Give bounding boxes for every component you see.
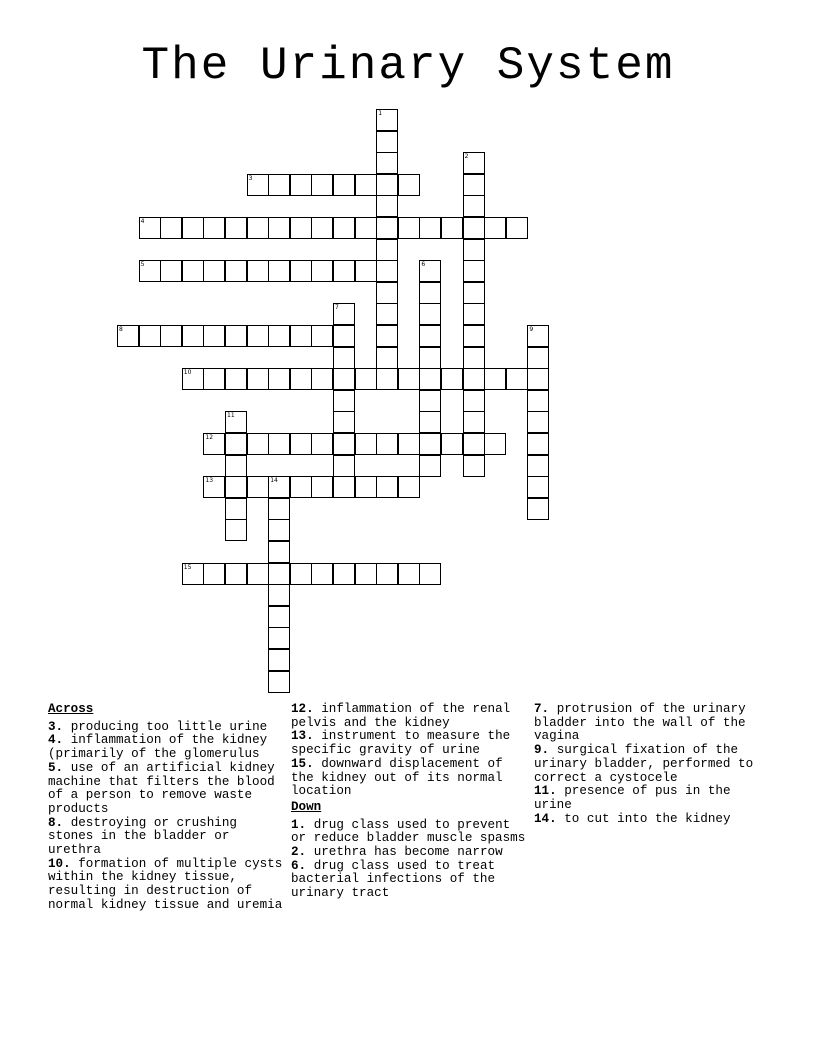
clues-column-1 [48,703,288,913]
grid-cell[interactable] [290,433,312,455]
grid-cell[interactable] [268,174,290,196]
grid-cell[interactable] [203,260,225,282]
grid-cell[interactable] [333,260,355,282]
grid-cell[interactable] [203,476,225,498]
grid-cell[interactable] [463,433,485,455]
grid-cell[interactable] [441,217,463,239]
grid-cell[interactable] [247,217,269,239]
grid-cell[interactable] [376,476,398,498]
page-title: The Urinary System [141,40,675,92]
grid-cell[interactable] [333,476,355,498]
clue-across-13: 13. instrument to measure the specific gravity of urine [291,729,511,758]
grid-cell[interactable] [333,303,355,325]
grid-cell[interactable] [376,131,398,153]
cell-number: 4 [140,218,145,225]
grid-cell[interactable] [376,325,398,347]
grid-cell[interactable] [225,476,247,498]
grid-cell[interactable] [376,303,398,325]
grid-cell[interactable] [268,325,290,347]
grid-cell[interactable] [333,368,355,390]
grid-cell[interactable] [333,325,355,347]
clue-down-1: 1. drug class used to prevent or reduce bladder muscle spasms [291,817,526,846]
grid-cell[interactable] [182,325,204,347]
grid-cell[interactable] [117,325,139,347]
grid-cell[interactable] [311,563,333,585]
grid-cell[interactable] [268,476,290,498]
cell-number: 14 [270,477,278,485]
grid-cell[interactable] [527,390,549,412]
grid-cell[interactable] [290,217,312,239]
grid-cell[interactable] [527,455,549,477]
grid-cell[interactable] [355,368,377,390]
grid-cell[interactable] [463,411,485,433]
grid-cell[interactable] [419,563,441,585]
grid-cell[interactable] [419,325,441,347]
clue-down-6: 6. drug class used to treat bacterial infections of the urinary tract [291,858,496,901]
grid-cell[interactable] [463,347,485,369]
grid-cell[interactable] [311,174,333,196]
clue-down-7: 7. protrusion of the urinary bladder into the wall of the vagina [534,702,746,744]
grid-cell[interactable] [268,649,290,671]
grid-cell[interactable] [139,325,161,347]
grid-cell[interactable] [484,368,506,390]
grid-cell[interactable] [225,325,247,347]
grid-cell[interactable] [225,519,247,541]
grid-cell[interactable] [160,217,182,239]
cell-number: 12 [205,434,214,441]
cell-number: 8 [119,326,123,333]
grid-cell[interactable] [311,433,333,455]
grid-cell[interactable] [290,174,312,196]
grid-cell[interactable] [268,368,290,390]
grid-cell[interactable] [527,368,549,390]
grid-cell[interactable] [203,368,225,390]
grid-cell[interactable] [419,303,441,325]
grid-cell[interactable] [311,368,333,390]
grid-cell[interactable] [182,217,204,239]
grid-cell[interactable] [527,347,549,369]
grid-cell[interactable] [333,563,355,585]
grid-cell[interactable] [182,260,204,282]
grid-cell[interactable] [376,109,398,131]
grid-cell[interactable] [376,239,398,261]
grid-cell[interactable] [419,433,441,455]
grid-cell[interactable] [247,433,269,455]
grid-cell[interactable] [419,347,441,369]
clue-down-9: 9. surgical fixation of the urinary bladder, performed to correct a cystocele [534,743,754,785]
clue-across-4: 4. inflammation of the kidney (primarily of the glomerulus [48,733,268,762]
cell-number: 6 [421,261,426,269]
grid-cell[interactable] [376,260,398,282]
grid-cell[interactable] [484,217,506,239]
clues-column-2 [291,703,531,901]
grid-cell[interactable] [247,325,269,347]
grid-cell[interactable] [376,282,398,304]
grid-cell[interactable] [527,498,549,520]
grid-cell[interactable] [225,563,247,585]
grid-cell[interactable] [225,498,247,520]
grid-cell[interactable] [247,368,269,390]
grid-cell[interactable] [527,433,549,455]
grid-cell[interactable] [419,217,441,239]
grid-cell[interactable] [376,152,398,174]
grid-cell[interactable] [398,174,420,196]
clue-across-12: 12. inflammation of the renal pelvis and the kidney [291,702,511,730]
grid-cell[interactable] [225,217,247,239]
grid-cell[interactable] [290,368,312,390]
grid-cell[interactable] [268,541,290,563]
grid-cell[interactable] [311,325,333,347]
grid-cell[interactable] [225,411,247,433]
grid-cell[interactable] [182,563,204,585]
cell-number: 5 [140,261,145,269]
grid-cell[interactable] [419,282,441,304]
grid-cell[interactable] [376,217,398,239]
grid-cell[interactable] [419,411,441,433]
grid-cell[interactable] [506,368,528,390]
cell-number: 2 [464,153,469,161]
grid-cell[interactable] [463,195,485,217]
grid-cell[interactable] [333,433,355,455]
grid-cell[interactable] [376,174,398,196]
grid-cell[interactable] [160,260,182,282]
grid-cell[interactable] [203,325,225,347]
cell-number: 3 [248,174,253,182]
clue-across-8: 8. destroying or crushing stones in the bladder or urethra [48,815,237,858]
grid-cell[interactable] [419,390,441,412]
grid-cell[interactable] [333,174,355,196]
grid-cell[interactable] [203,217,225,239]
grid-cell[interactable] [247,260,269,282]
grid-cell[interactable] [333,217,355,239]
grid-cell[interactable] [139,260,161,282]
grid-cell[interactable] [268,627,290,649]
grid-cell[interactable] [225,433,247,455]
grid-cell[interactable] [355,174,377,196]
cell-number: 13 [205,477,214,485]
grid-cell[interactable] [268,433,290,455]
cell-number: 11 [227,412,235,420]
clue-across-3: 3. producing too little urine [48,719,268,734]
grid-cell[interactable] [355,260,377,282]
grid-cell[interactable] [506,217,528,239]
clue-across-10: 10. formation of multiple cysts within the kidney tissue, resulting in destruction of normal kidney tissue and uremia [48,856,283,912]
grid-cell[interactable] [463,217,485,239]
grid-cell[interactable] [268,519,290,541]
grid-cell[interactable] [398,217,420,239]
clue-across-15: 15. downward displacement of the kidney out of its normal location [291,756,503,799]
grid-cell[interactable] [333,455,355,477]
clue-down-14: 14. to cut into the kidney [534,811,731,826]
grid-cell[interactable] [225,260,247,282]
grid-cell[interactable] [311,217,333,239]
cell-number: 7 [335,304,339,312]
grid-cell[interactable] [268,563,290,585]
grid-cell[interactable] [419,368,441,390]
grid-cell[interactable] [247,563,269,585]
grid-cell[interactable] [463,455,485,477]
grid-cell[interactable] [290,563,312,585]
grid-cell[interactable] [268,584,290,606]
grid-cell[interactable] [311,476,333,498]
grid-cell[interactable] [463,368,485,390]
grid-cell[interactable] [376,347,398,369]
grid-cell[interactable] [398,368,420,390]
grid-cell[interactable] [463,174,485,196]
grid-cell[interactable] [398,433,420,455]
grid-cell[interactable] [268,606,290,628]
grid-cell[interactable] [268,260,290,282]
clues-column-3 [534,703,774,826]
clue-down-11: 11. presence of pus in the urine [534,784,731,812]
cell-number: 1 [378,110,383,117]
grid-cell[interactable] [333,390,355,412]
grid-cell[interactable] [182,368,204,390]
grid-cell[interactable] [527,476,549,498]
grid-cell[interactable] [268,498,290,520]
grid-cell[interactable] [419,260,441,282]
grid-cell[interactable] [398,476,420,498]
grid-cell[interactable] [290,260,312,282]
grid-cell[interactable] [463,152,485,174]
grid-cell[interactable] [398,563,420,585]
grid-cell[interactable] [160,325,182,347]
grid-cell[interactable] [355,476,377,498]
grid-cell[interactable] [203,433,225,455]
cell-number: 9 [529,326,534,333]
grid-cell[interactable] [225,368,247,390]
grid-cell[interactable] [376,368,398,390]
grid-cell[interactable] [376,195,398,217]
grid-cell[interactable] [376,563,398,585]
grid-cell[interactable] [268,217,290,239]
grid-cell[interactable] [247,174,269,196]
cell-number: 10 [183,369,192,377]
grid-cell[interactable] [441,368,463,390]
down-heading: Down [291,799,322,814]
grid-cell[interactable] [225,455,247,477]
grid-cell[interactable] [139,217,161,239]
grid-cell[interactable] [484,433,506,455]
grid-cell[interactable] [290,476,312,498]
grid-cell[interactable] [463,282,485,304]
grid-cell[interactable] [290,325,312,347]
grid-cell[interactable] [268,671,290,693]
grid-cell[interactable] [463,303,485,325]
grid-cell[interactable] [441,433,463,455]
grid-cell[interactable] [463,239,485,261]
clue-across-5: 5. use of an artificial kidney machine that filters the blood of a person to remove waste products [48,760,275,816]
grid-cell[interactable] [355,217,377,239]
grid-cell[interactable] [355,433,377,455]
grid-cell[interactable] [355,563,377,585]
grid-cell[interactable] [333,411,355,433]
grid-cell[interactable] [333,347,355,369]
grid-cell[interactable] [419,455,441,477]
grid-cell[interactable] [527,325,549,347]
grid-cell[interactable] [203,563,225,585]
grid-cell[interactable] [463,325,485,347]
grid-cell[interactable] [247,476,269,498]
clue-down-2: 2. urethra has become narrow [291,845,503,860]
grid-cell[interactable] [376,433,398,455]
across-heading: Across [48,702,94,716]
grid-cell[interactable] [527,411,549,433]
cell-number: 15 [183,563,192,571]
grid-cell[interactable] [463,260,485,282]
grid-cell[interactable] [311,260,333,282]
grid-cell[interactable] [463,390,485,412]
